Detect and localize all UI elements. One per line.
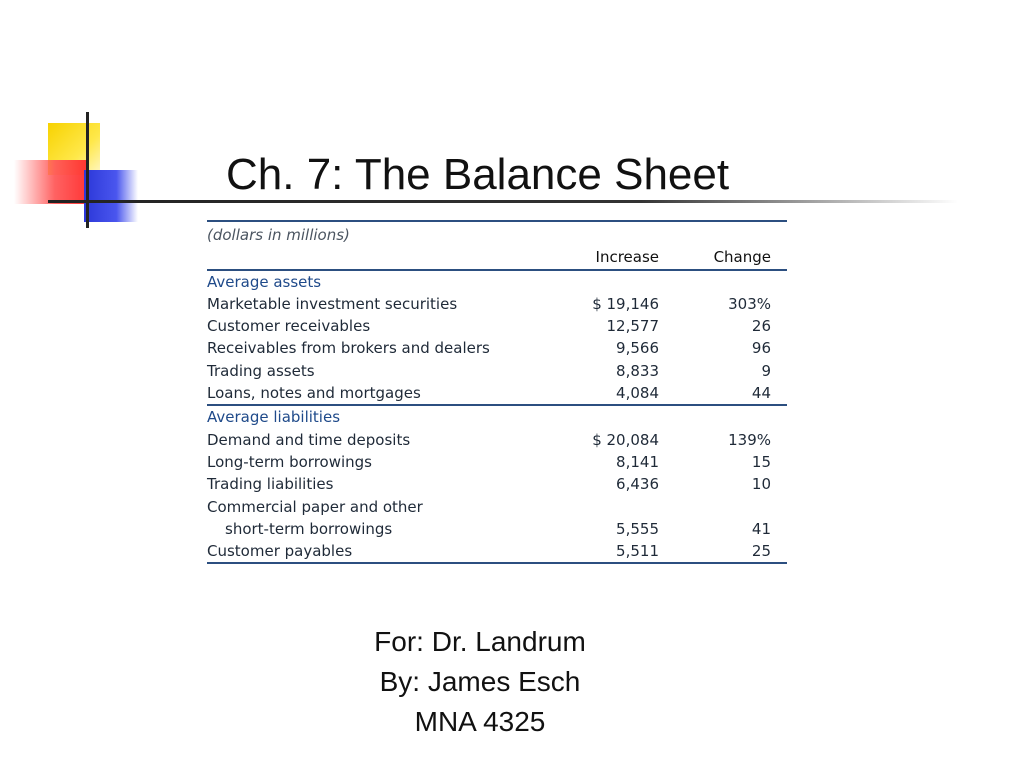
row-change: 9 [761,361,771,380]
table-row [207,473,787,495]
slide-title: Ch. 7: The Balance Sheet [226,150,730,199]
row-increase: 5,555 [616,519,659,538]
row-increase: 6,436 [616,475,659,494]
section-heading-liabilities [207,406,787,428]
row-change: 96 [751,339,771,358]
row-label: Commercial paper and other [207,497,423,516]
table-header-row [207,246,787,268]
row-label: Demand and time deposits [207,430,411,449]
row-increase: 9,566 [616,339,659,358]
row-increase: 12,577 [606,317,659,336]
row-increase: 5,511 [616,542,659,561]
row-label: short-term borrowings [225,519,393,538]
footer-line-by: By: James Esch [379,666,581,697]
row-change: 41 [751,519,771,538]
table-row [207,451,787,473]
header-change: Change [713,248,771,267]
row-change: 303% [728,294,771,313]
table-row [207,540,787,562]
author-block [330,622,630,742]
row-increase: $ 19,146 [592,294,659,313]
row-change: 15 [751,452,771,471]
row-change: 26 [751,317,771,336]
row-label: Trading assets [207,361,315,380]
row-label: Customer receivables [207,317,371,336]
row-label: Marketable investment securities [207,294,458,313]
row-increase: $ 20,084 [592,430,659,449]
table-row [207,496,787,518]
header-increase: Increase [595,248,659,267]
table-row [207,429,787,451]
caption-text: (dollars in millions) [207,226,350,244]
table-row [207,315,787,337]
section-heading-assets [207,271,787,293]
balance-sheet-table [207,220,787,564]
row-label: Customer payables [207,542,353,561]
section-label: Average liabilities [207,408,341,427]
row-increase: 4,084 [616,384,659,403]
table-bottom-rule [207,562,787,564]
decor-blue-square [84,170,138,222]
row-change: 44 [751,384,771,403]
row-change: 139% [728,430,771,449]
table-row [207,337,787,359]
table-row [207,360,787,382]
decor-vertical-line [86,112,89,228]
row-label: Receivables from brokers and dealers [207,339,490,358]
section-label: Average assets [207,272,322,291]
row-label: Trading liabilities [207,475,334,494]
row-label: Long-term borrowings [207,452,372,471]
footer-line-course: MNA 4325 [414,706,546,737]
row-label: Loans, notes and mortgages [207,384,421,403]
row-increase: 8,141 [616,452,659,471]
table-row [207,382,787,404]
footer-line-for: For: Dr. Landrum [374,626,586,657]
table-row [207,518,787,540]
table-row [207,293,787,315]
title-underline [48,200,958,203]
table-caption [207,222,787,246]
row-change: 10 [751,475,771,494]
row-change: 25 [751,542,771,561]
row-increase: 8,833 [616,361,659,380]
decor-red-square [14,160,88,204]
